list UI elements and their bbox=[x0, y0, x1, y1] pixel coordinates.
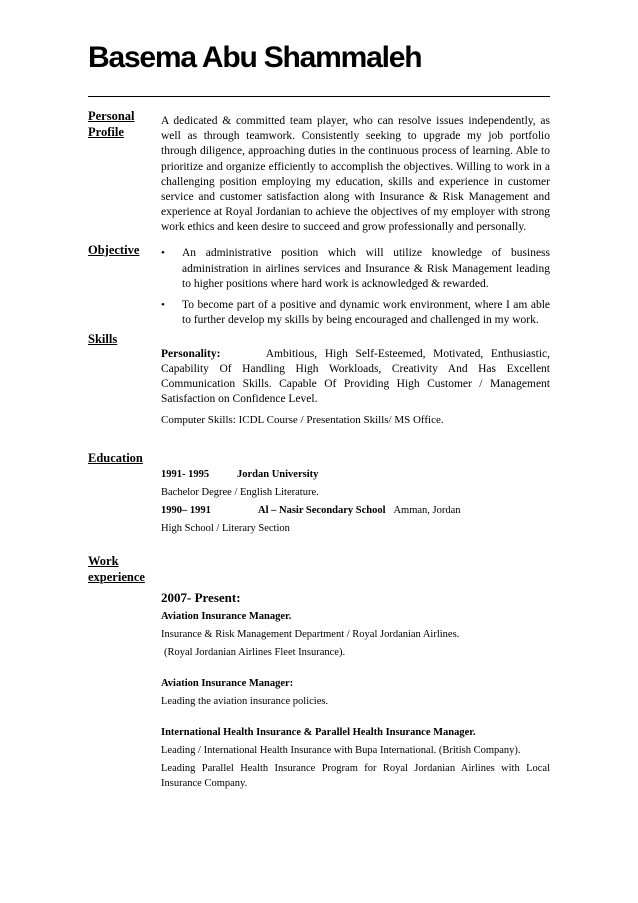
role-detail: Insurance & Risk Management Department / Royal Jordanian Airlines. bbox=[161, 629, 460, 640]
personality-paragraph bbox=[161, 347, 550, 407]
role-title: Aviation Insurance Manager. bbox=[161, 611, 292, 622]
education-entry-header bbox=[161, 466, 550, 484]
education-location: Amman, Jordan bbox=[393, 505, 461, 516]
role-detail: Leading / International Health Insurance with Bupa International. (British Company). bbox=[161, 745, 521, 756]
education-school: Jordan University bbox=[237, 469, 319, 480]
objective-item-text: To become part of a positive and dynamic work environment, where I am able to further develop my skills by being encouraged and challenged in my work. bbox=[182, 298, 550, 327]
work-period: 2007- Present: bbox=[161, 590, 241, 605]
work-experience bbox=[161, 589, 550, 794]
section-label-work-experience bbox=[88, 553, 145, 585]
section-label-line: experience bbox=[88, 570, 145, 584]
role-title: International Health Insurance & Parallel Health Insurance Manager. bbox=[161, 727, 476, 738]
header-divider bbox=[88, 96, 550, 97]
section-label-skills: Skills bbox=[88, 332, 118, 346]
personality-text: Ambitious, High Self-Esteemed, Motivated, Enthusiastic, Capability Of Handling High Workloads, Creativity And Has Excellent Communication Skills. Capable Of Providing High Customer / Management Satisfaction on Confidence Level. bbox=[161, 348, 550, 405]
education-list bbox=[161, 466, 550, 538]
section-label-line: Work bbox=[88, 554, 119, 568]
computer-skills: Computer Skills: ICDL Course / Presentation Skills/ MS Office. bbox=[161, 414, 444, 426]
role-detail: (Royal Jordanian Airlines Fleet Insurance). bbox=[164, 647, 346, 658]
section-label-line: Profile bbox=[88, 125, 124, 139]
role-detail: Leading Parallel Health Insurance Program for Royal Jordanian Airlines with Local Insurance Company. bbox=[161, 763, 550, 789]
skills-content bbox=[161, 347, 550, 428]
profile-text: A dedicated & committed team player, who can resolve issues independently, as well as through teamwork. Consistently seeking to upgrade my job portfolio through diligence, approaching duties in the continuous process of learning. Able to prioritize and organize efficiently to accomplish the objectives. Willing to work in a challenging position employing my education, skills and experience in customer service and customer satisfaction along with Insurance & Risk Management and experience at Royal Jordanian to achieve the objectives of my employer with strong work ethics and keen desire to succeed and grow professionally and personally. bbox=[161, 115, 550, 234]
bullet-icon: • bbox=[161, 247, 165, 259]
section-label-line: Personal bbox=[88, 109, 135, 123]
objective-list bbox=[161, 246, 550, 334]
section-label-personal-profile bbox=[88, 108, 135, 140]
objective-item bbox=[161, 246, 550, 293]
education-school: Al – Nasir Secondary School bbox=[258, 505, 386, 516]
objective-item-text: An administrative position which will utilize knowledge of business administration in airlines services and Insurance & Risk Management leading to higher positions where hard work is acknowledged & rewarded. bbox=[182, 247, 550, 291]
candidate-name: Basema Abu Shammaleh bbox=[88, 41, 422, 74]
education-years: 1990– 1991 bbox=[161, 505, 211, 516]
role-title: Aviation Insurance Manager: bbox=[161, 678, 294, 689]
personality-label: Personality: bbox=[161, 348, 221, 360]
education-degree: Bachelor Degree / English Literature. bbox=[161, 487, 319, 498]
education-degree: High School / Literary Section bbox=[161, 523, 290, 534]
education-years: 1991- 1995 bbox=[161, 469, 210, 480]
role-detail: Leading the aviation insurance policies. bbox=[161, 696, 329, 707]
section-label-education: Education bbox=[88, 451, 143, 465]
objective-item bbox=[161, 298, 550, 329]
bullet-icon: • bbox=[161, 298, 165, 311]
education-entry-header bbox=[161, 502, 550, 520]
section-label-objective: Objective bbox=[88, 243, 140, 257]
